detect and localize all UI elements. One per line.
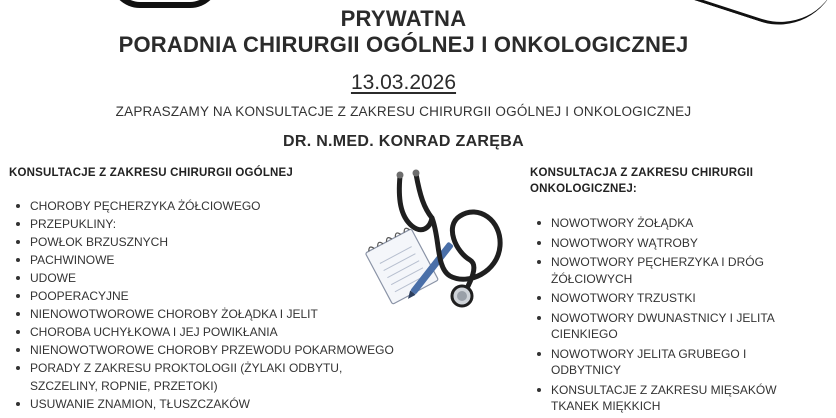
- stethoscope-and-notepad-icon: [360, 168, 520, 310]
- list-item: PRZEPUKLINY:: [9, 215, 529, 233]
- list-item: CHOROBA UCHYŁKOWA I JEJ POWIKŁANIA: [9, 323, 529, 341]
- list-item: USUWANIE ZNAMION, TŁUSZCZAKÓW: [9, 395, 529, 413]
- list-item: NOWOTWORY JELITA GRUBEGO I ODBYTNICY: [530, 346, 775, 379]
- list-item: NOWOTWORY DWUNASTNICY I JELITA CIENKIEGO: [530, 310, 805, 343]
- list-item: NOWOTWORY PĘCHERZYKA I DRÓG ŻÓŁCIOWYCH: [530, 254, 775, 287]
- oncology-heading: KONSULTACJA Z ZAKRESU CHIRURGII ONKOLOGICZNEJ:: [530, 167, 754, 195]
- date-line: [0, 71, 807, 95]
- doctor-name: DR. N.MED. KONRAD ZARĘBA: [283, 133, 524, 150]
- list-item: PACHWINOWE: [9, 251, 529, 269]
- list-item: POOPERACYJNE: [9, 287, 529, 305]
- list-item: POWŁOK BRZUSZNYCH: [9, 233, 529, 251]
- date: 13.03.2026: [350, 71, 457, 94]
- list-item: NIENOWOTWOROWE CHOROBY PRZEWODU POKARMOWEGO: [9, 341, 529, 359]
- list-item: NOWOTWORY WĄTROBY: [530, 235, 805, 252]
- list-item: CHOROBY PĘCHERZYKA ŻÓŁCIOWEGO: [9, 197, 529, 215]
- list-item: PORADY Z ZAKRESU PROKTOLOGII (ŻYLAKI ODBYTU, SZCZELINY, ROPNIE, PRZETOKI): [9, 359, 409, 395]
- list-item: NIENOWOTWOROWE CHOROBY ŻOŁĄDKA I JELIT: [9, 305, 529, 323]
- invitation-text: ZAPRASZAMY NA KONSULTACJE Z ZAKRESU CHIRURGII OGÓLNEJ I ONKOLOGICZNEJ: [115, 104, 692, 119]
- clinic-title: PORADNIA CHIRURGII OGÓLNEJ I ONKOLOGICZNEJ: [118, 32, 689, 57]
- list-item: NOWOTWORY TRZUSTKI: [530, 290, 805, 307]
- title-line-1: PRYWATNA: [340, 6, 467, 31]
- list-item: UDOWE: [9, 269, 529, 287]
- general-surgery-heading: KONSULTACJE Z ZAKRESU CHIRURGII OGÓLNEJ: [9, 167, 294, 179]
- oncology-list: [530, 215, 805, 415]
- list-item: NOWOTWORY ŻOŁĄDKA: [530, 215, 805, 232]
- list-item: KONSULTACJE Z ZAKRESU MIĘSAKÓW TKANEK MIĘKKICH: [530, 382, 800, 415]
- oncology-section: [530, 165, 805, 418]
